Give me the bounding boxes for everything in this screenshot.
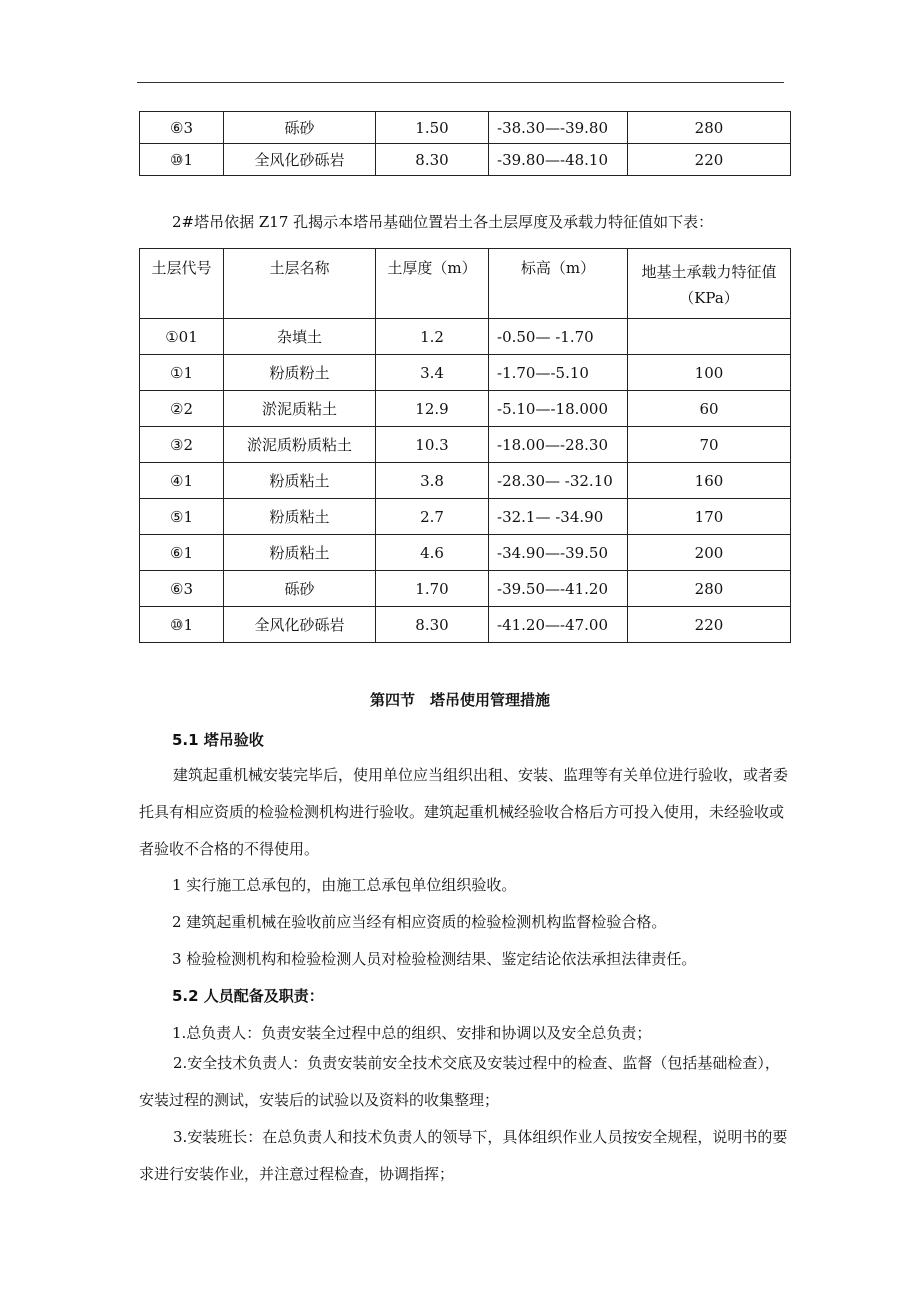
cell-layer-name: 粉质粉土 xyxy=(224,355,376,391)
cell-layer-name: 杂填土 xyxy=(224,319,376,355)
heading-5-1: 5.1 塔吊验收 xyxy=(172,731,264,749)
cell-layer-code: ③2 xyxy=(140,427,224,463)
cell-thickness: 2.7 xyxy=(376,499,489,535)
cell-layer-name: 淤泥质粉质粘土 xyxy=(224,427,376,463)
header-layer-name: 土层名称 xyxy=(224,249,376,319)
cell-layer-code: ④1 xyxy=(140,463,224,499)
cell-layer-name: 粉质粘土 xyxy=(224,463,376,499)
table-row xyxy=(140,319,791,355)
cell-layer-code: ②2 xyxy=(140,391,224,427)
table-row xyxy=(140,427,791,463)
cell-bearing-capacity: 160 xyxy=(628,463,791,499)
list-item-5-2-3: 3.安装班长：在总负责人和技术负责人的领导下，具体组织作业人员按安全规程，说明书的要求进行安装作业，并注意过程检查，协调指挥； xyxy=(139,1128,788,1183)
header-rule xyxy=(137,82,784,83)
list-item-5-1-3: 3 检验检测机构和检验检测人员对检验检测结果、鉴定结论依法承担法律责任。 xyxy=(172,950,697,968)
cell-elevation: -0.50— -1.70 xyxy=(489,319,628,355)
cell-bearing-capacity: 280 xyxy=(628,112,791,144)
cell-bearing-capacity: 220 xyxy=(628,144,791,176)
cell-elevation: -34.90—-39.50 xyxy=(489,535,628,571)
list-item-5-1-2: 2 建筑起重机械在验收前应当经有相应资质的检验检测机构监督检验合格。 xyxy=(172,913,667,931)
cell-elevation: -38.30—-39.80 xyxy=(489,112,628,144)
cell-layer-name: 全风化砂砾岩 xyxy=(224,607,376,643)
table-row xyxy=(140,571,791,607)
table-row xyxy=(140,355,791,391)
cell-layer-code: ⑥1 xyxy=(140,535,224,571)
cell-thickness: 10.3 xyxy=(376,427,489,463)
cell-layer-name: 砾砂 xyxy=(224,571,376,607)
cell-bearing-capacity: 70 xyxy=(628,427,791,463)
soil-layer-table xyxy=(139,248,791,643)
cell-layer-name: 粉质粘土 xyxy=(224,499,376,535)
table-row xyxy=(140,463,791,499)
cell-elevation: -18.00—-28.30 xyxy=(489,427,628,463)
cell-bearing-capacity xyxy=(628,319,791,355)
header-bearing-label: 地基土承载力特征值 xyxy=(641,263,777,281)
heading-5-2: 5.2 人员配备及职责： xyxy=(172,987,324,1005)
table-row xyxy=(140,391,791,427)
header-elevation: 标高（m） xyxy=(489,249,628,319)
cell-layer-name: 粉质粘土 xyxy=(224,535,376,571)
table-header-row xyxy=(140,249,791,319)
cell-layer-code: ⑥3 xyxy=(140,112,224,144)
cell-bearing-capacity: 200 xyxy=(628,535,791,571)
cell-bearing-capacity: 170 xyxy=(628,499,791,535)
cell-thickness: 12.9 xyxy=(376,391,489,427)
list-item-5-1-1: 1 实行施工总承包的，由施工总承包单位组织验收。 xyxy=(172,876,517,894)
cell-bearing-capacity: 60 xyxy=(628,391,791,427)
table-row xyxy=(140,499,791,535)
list-item-5-2-2: 2.安全技术负责人：负责安装前安全技术交底及安装过程中的检查、监督（包括基础检查），安装过程的测试，安装后的试验以及资料的收集整理； xyxy=(139,1054,780,1109)
cell-bearing-capacity: 220 xyxy=(628,607,791,643)
cell-thickness: 8.30 xyxy=(376,607,489,643)
table-row xyxy=(140,112,791,144)
cell-layer-code: ⑩1 xyxy=(140,607,224,643)
cell-thickness: 4.6 xyxy=(376,535,489,571)
cell-layer-code: ⑥3 xyxy=(140,571,224,607)
cell-bearing-capacity: 280 xyxy=(628,571,791,607)
cell-bearing-capacity: 100 xyxy=(628,355,791,391)
cell-layer-name: 全风化砂砾岩 xyxy=(224,144,376,176)
cell-layer-name: 砾砂 xyxy=(224,112,376,144)
table-row xyxy=(140,144,791,176)
cell-layer-code: ⑤1 xyxy=(140,499,224,535)
cell-thickness: 1.70 xyxy=(376,571,489,607)
soil-table-continued xyxy=(139,111,791,176)
paragraph-5-1: 建筑起重机械安装完毕后，使用单位应当组织出租、安装、监理等有关单位进行验收，或者委托具有相应资质的检验检测机构进行验收。建筑起重机械经验收合格后方可投入使用，未经验收或者验收不合格的不得使用。 xyxy=(139,766,789,858)
cell-elevation: -39.80—-48.10 xyxy=(489,144,628,176)
cell-thickness: 1.2 xyxy=(376,319,489,355)
cell-layer-code: ⑩1 xyxy=(140,144,224,176)
cell-layer-name: 淤泥质粘土 xyxy=(224,391,376,427)
list-item-5-2-1: 1.总负责人：负责安装全过程中总的组织、安排和协调以及安全总负责； xyxy=(172,1024,652,1042)
header-bearing-capacity xyxy=(628,249,791,319)
cell-thickness: 1.50 xyxy=(376,112,489,144)
cell-elevation: -5.10—-18.000 xyxy=(489,391,628,427)
header-thickness: 土厚度（m） xyxy=(376,249,489,319)
table-row xyxy=(140,535,791,571)
header-layer-code: 土层代号 xyxy=(140,249,224,319)
table-row xyxy=(140,607,791,643)
section-title: 第四节 塔吊使用管理措施 xyxy=(369,691,550,709)
cell-elevation: -39.50—-41.20 xyxy=(489,571,628,607)
cell-elevation: -28.30— -32.10 xyxy=(489,463,628,499)
cell-elevation: -1.70—-5.10 xyxy=(489,355,628,391)
cell-thickness: 3.8 xyxy=(376,463,489,499)
cell-layer-code: ①1 xyxy=(140,355,224,391)
cell-elevation: -41.20—-47.00 xyxy=(489,607,628,643)
cell-layer-code: ①01 xyxy=(140,319,224,355)
cell-thickness: 3.4 xyxy=(376,355,489,391)
header-bearing-unit: （KPa） xyxy=(679,289,739,307)
cell-thickness: 8.30 xyxy=(376,144,489,176)
cell-elevation: -32.1— -34.90 xyxy=(489,499,628,535)
tower-crane-2-intro: 2#塔吊依据 Z17 孔揭示本塔吊基础位置岩土各土层厚度及承载力特征值如下表： xyxy=(172,213,714,231)
